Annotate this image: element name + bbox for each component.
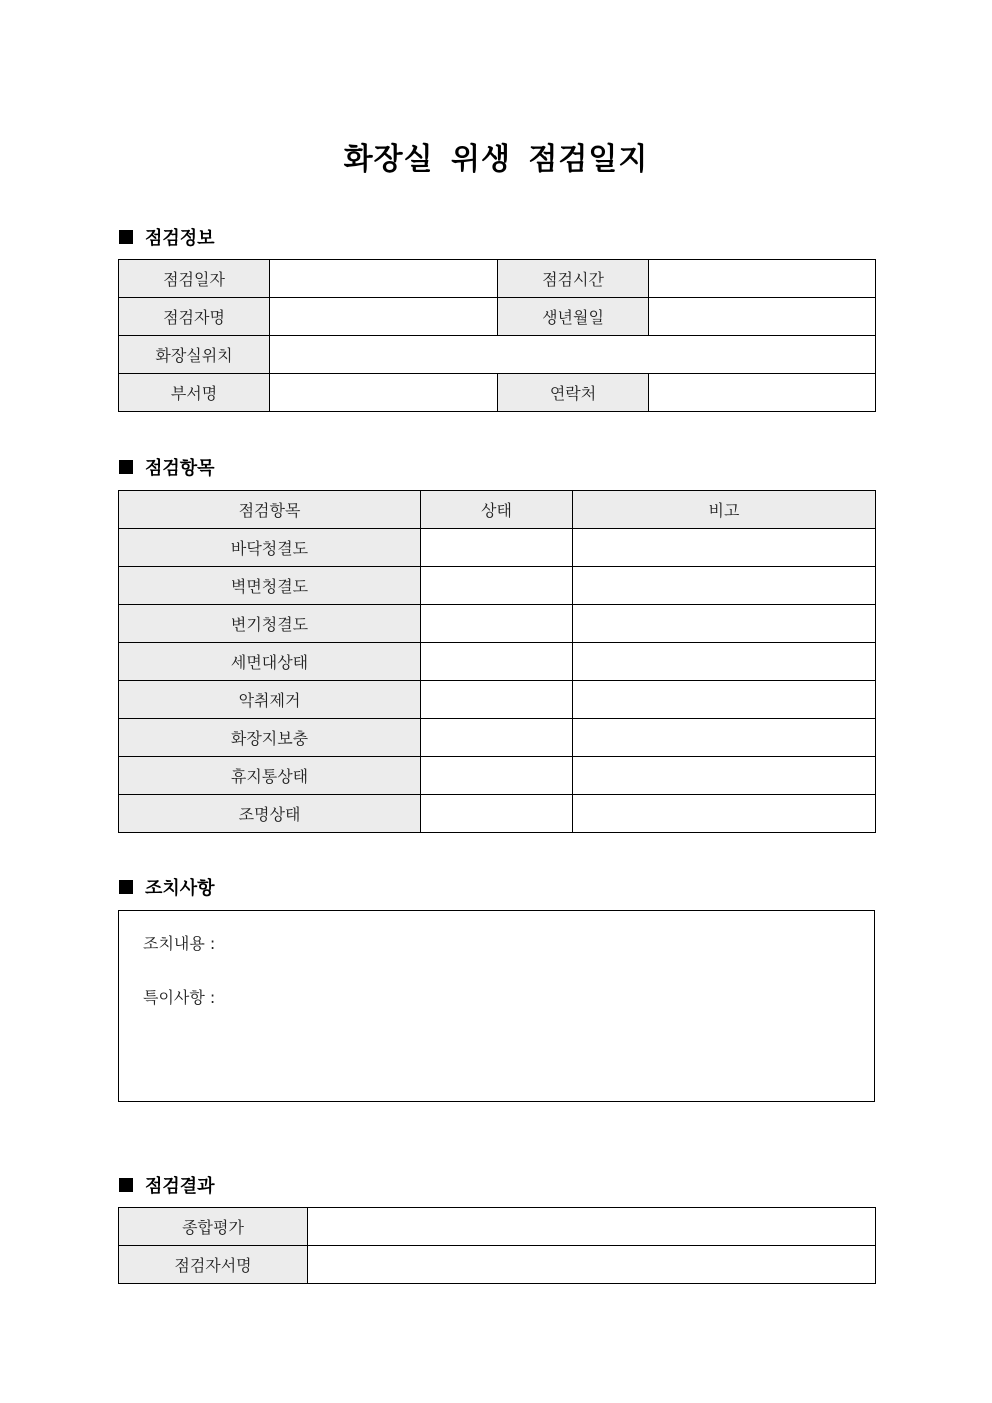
actions-box[interactable] — [118, 910, 875, 1102]
table-row — [119, 529, 876, 567]
column-header-status: 상태 — [421, 491, 573, 529]
status-field[interactable] — [421, 643, 573, 681]
status-field[interactable] — [421, 681, 573, 719]
note-field[interactable] — [573, 795, 876, 833]
section-heading-info — [119, 224, 215, 250]
action-content-line[interactable] — [143, 931, 215, 954]
inspector-name-field[interactable] — [270, 298, 498, 336]
item-label: 악취제거 — [119, 681, 421, 719]
section-heading-label: 점검항목 — [145, 458, 215, 479]
inspection-date-label: 점검일자 — [119, 260, 270, 298]
table-row — [119, 681, 876, 719]
inspection-info-table — [118, 259, 876, 412]
action-content-label: 조치내용 : — [143, 934, 216, 953]
section-heading-items — [119, 454, 215, 480]
status-field[interactable] — [421, 529, 573, 567]
birth-date-label: 생년월일 — [498, 298, 649, 336]
birth-date-field[interactable] — [649, 298, 876, 336]
column-header-item: 점검항목 — [119, 491, 421, 529]
section-heading-label: 조치사항 — [145, 878, 215, 899]
inspection-time-field[interactable] — [649, 260, 876, 298]
item-label: 변기청결도 — [119, 605, 421, 643]
contact-label: 연락처 — [498, 374, 649, 412]
restroom-location-label: 화장실위치 — [119, 336, 270, 374]
remarks-label: 특이사항 : — [143, 988, 216, 1007]
restroom-location-field[interactable] — [270, 336, 876, 374]
square-bullet-icon — [119, 1178, 133, 1192]
note-field[interactable] — [573, 719, 876, 757]
table-row — [119, 643, 876, 681]
section-heading-actions — [119, 874, 215, 900]
overall-evaluation-field[interactable] — [308, 1208, 876, 1246]
item-label: 조명상태 — [119, 795, 421, 833]
inspection-date-field[interactable] — [270, 260, 498, 298]
status-field[interactable] — [421, 757, 573, 795]
column-header-note: 비고 — [573, 491, 876, 529]
table-header-row — [119, 491, 876, 529]
square-bullet-icon — [119, 460, 133, 474]
section-heading-label: 점검정보 — [145, 228, 215, 249]
item-label: 세면대상태 — [119, 643, 421, 681]
note-field[interactable] — [573, 567, 876, 605]
department-field[interactable] — [270, 374, 498, 412]
remarks-line[interactable] — [143, 985, 215, 1008]
inspector-name-label: 점검자명 — [119, 298, 270, 336]
section-heading-result — [119, 1172, 215, 1198]
table-row — [119, 1246, 876, 1284]
item-label: 휴지통상태 — [119, 757, 421, 795]
note-field[interactable] — [573, 605, 876, 643]
table-row — [119, 1208, 876, 1246]
section-heading-label: 점검결과 — [145, 1176, 215, 1197]
table-row — [119, 374, 876, 412]
page-title: 화장실 위생 점검일지 — [343, 142, 649, 177]
status-field[interactable] — [421, 719, 573, 757]
inspector-signature-field[interactable] — [308, 1246, 876, 1284]
table-row — [119, 567, 876, 605]
status-field[interactable] — [421, 567, 573, 605]
note-field[interactable] — [573, 757, 876, 795]
note-field[interactable] — [573, 681, 876, 719]
item-label: 벽면청결도 — [119, 567, 421, 605]
table-row — [119, 757, 876, 795]
table-row — [119, 336, 876, 374]
note-field[interactable] — [573, 643, 876, 681]
note-field[interactable] — [573, 529, 876, 567]
table-row — [119, 298, 876, 336]
status-field[interactable] — [421, 605, 573, 643]
inspection-result-table — [118, 1207, 876, 1284]
table-row — [119, 719, 876, 757]
contact-field[interactable] — [649, 374, 876, 412]
table-row — [119, 795, 876, 833]
item-label: 바닥청결도 — [119, 529, 421, 567]
table-row — [119, 260, 876, 298]
table-row — [119, 605, 876, 643]
department-label: 부서명 — [119, 374, 270, 412]
square-bullet-icon — [119, 230, 133, 244]
inspection-time-label: 점검시간 — [498, 260, 649, 298]
item-label: 화장지보충 — [119, 719, 421, 757]
square-bullet-icon — [119, 880, 133, 894]
inspector-signature-label: 점검자서명 — [119, 1246, 308, 1284]
status-field[interactable] — [421, 795, 573, 833]
inspection-items-table — [118, 490, 876, 833]
overall-evaluation-label: 종합평가 — [119, 1208, 308, 1246]
